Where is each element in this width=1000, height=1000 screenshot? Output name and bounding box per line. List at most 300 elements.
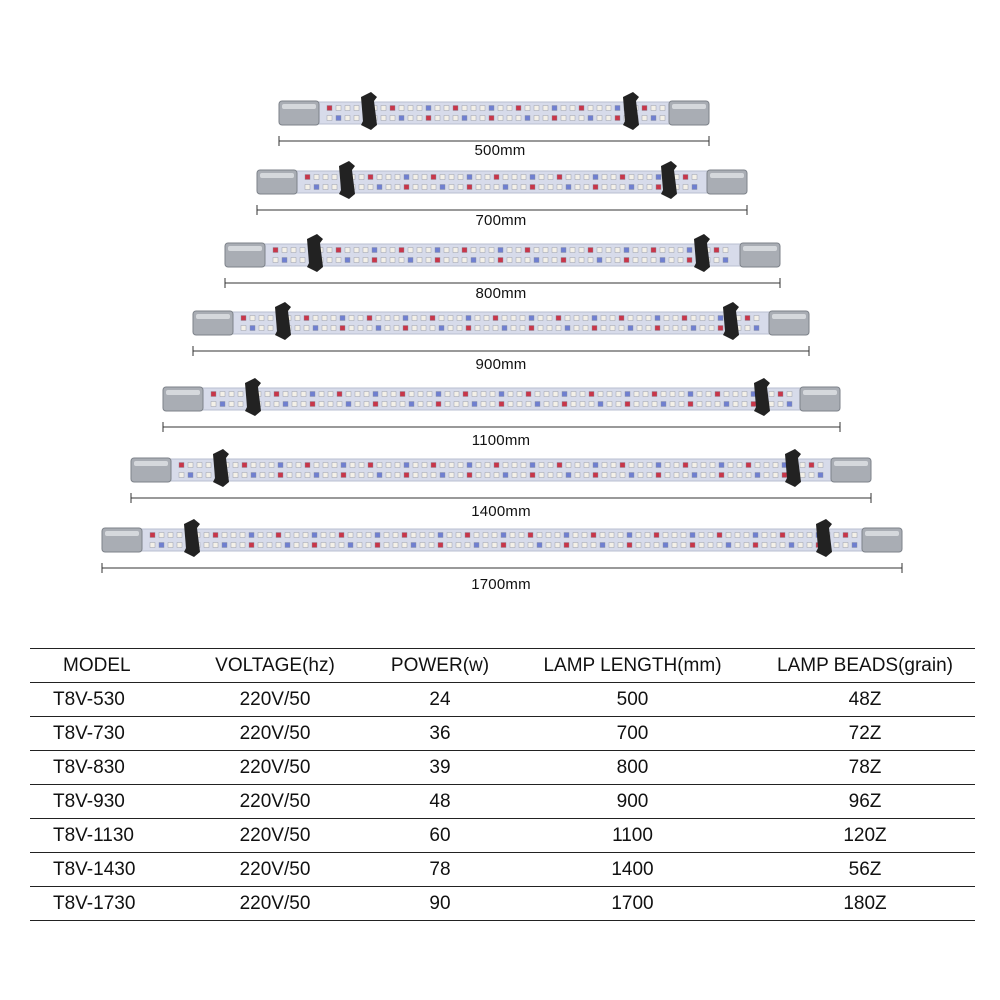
led-bead (539, 185, 544, 190)
led-bead (700, 326, 705, 331)
led-bead (552, 258, 557, 263)
led-bead (321, 533, 326, 538)
led-bead (566, 185, 571, 190)
led-bead (571, 392, 576, 397)
led-bead (548, 175, 553, 180)
led-bead (409, 392, 414, 397)
led-bead (393, 533, 398, 538)
led-bead (458, 185, 463, 190)
led-bead (546, 543, 551, 548)
led-bead (463, 392, 468, 397)
led-bead (501, 533, 506, 538)
cap-highlight (166, 390, 200, 395)
led-bead (395, 473, 400, 478)
led-bead (534, 248, 539, 253)
led-bead (466, 316, 471, 321)
led-bead (651, 116, 656, 121)
led-bead (642, 116, 647, 121)
led-bead (557, 185, 562, 190)
led-bead (462, 248, 467, 253)
led-bead (440, 175, 445, 180)
led-bead (494, 185, 499, 190)
led-bead (238, 402, 243, 407)
led-bead (426, 258, 431, 263)
led-bead (535, 402, 540, 407)
table-row (30, 819, 975, 853)
led-bead (692, 473, 697, 478)
led-bead (606, 116, 611, 121)
led-bead (282, 258, 287, 263)
led-bead (251, 473, 256, 478)
led-bead (633, 258, 638, 263)
led-bead (602, 473, 607, 478)
cell-voltage: 220V/50 (180, 751, 370, 785)
led-bead (476, 463, 481, 468)
led-bead (350, 463, 355, 468)
led-bead (476, 185, 481, 190)
cell-model: T8V-930 (30, 785, 180, 819)
led-bead (390, 116, 395, 121)
led-bead (629, 175, 634, 180)
led-bead (490, 402, 495, 407)
led-bead (444, 248, 449, 253)
led-bead (525, 106, 530, 111)
led-bead (265, 402, 270, 407)
led-bead (699, 543, 704, 548)
led-bead (327, 116, 332, 121)
led-bead (643, 402, 648, 407)
table-row (30, 751, 975, 785)
cap-highlight (672, 104, 706, 109)
cap-highlight (865, 531, 899, 536)
led-bead (521, 185, 526, 190)
led-bead (638, 175, 643, 180)
led-bead (346, 392, 351, 397)
led-bead (404, 463, 409, 468)
led-bead (555, 543, 560, 548)
led-bead (580, 392, 585, 397)
led-bead (718, 326, 723, 331)
led-bead (807, 533, 812, 538)
led-bead (543, 258, 548, 263)
led-bead (709, 326, 714, 331)
led-bead (723, 258, 728, 263)
led-bead (489, 258, 494, 263)
led-bead (404, 175, 409, 180)
led-bead (222, 543, 227, 548)
led-bead (332, 185, 337, 190)
cell-lamp-length: 700 (510, 717, 755, 751)
led-bead (728, 473, 733, 478)
led-bead (516, 106, 521, 111)
led-bead (494, 463, 499, 468)
led-bead (733, 392, 738, 397)
led-bead (647, 463, 652, 468)
led-bead (547, 316, 552, 321)
cap-highlight (834, 461, 868, 466)
led-bead (754, 326, 759, 331)
led-bead (418, 402, 423, 407)
led-bead (798, 543, 803, 548)
led-bead (745, 316, 750, 321)
led-bead (337, 402, 342, 407)
led-bead (688, 402, 693, 407)
led-bead (456, 543, 461, 548)
led-bead (737, 473, 742, 478)
led-bead (529, 326, 534, 331)
led-bead (359, 473, 364, 478)
led-bead (471, 248, 476, 253)
led-bead (345, 248, 350, 253)
led-bead (592, 326, 597, 331)
led-bead (213, 533, 218, 538)
led-bead (620, 463, 625, 468)
cell-lamp-length: 1400 (510, 853, 755, 887)
cap-highlight (282, 104, 316, 109)
led-bead (430, 316, 435, 321)
led-bead (543, 248, 548, 253)
led-bead (417, 116, 422, 121)
led-bead (332, 463, 337, 468)
led-bead (314, 175, 319, 180)
led-bead (340, 316, 345, 321)
led-bead (818, 463, 823, 468)
led-bead (753, 533, 758, 538)
led-bead (339, 543, 344, 548)
led-bead (754, 316, 759, 321)
led-bead (679, 402, 684, 407)
led-bead (778, 402, 783, 407)
led-bead (498, 258, 503, 263)
led-bead (672, 533, 677, 538)
cell-voltage: 220V/50 (180, 819, 370, 853)
led-bead (449, 175, 454, 180)
led-bead (150, 543, 155, 548)
led-bead (274, 402, 279, 407)
led-bead (453, 248, 458, 253)
led-bead (483, 543, 488, 548)
led-bead (499, 392, 504, 397)
led-bead (250, 326, 255, 331)
led-bead (179, 473, 184, 478)
led-bead (492, 543, 497, 548)
led-bead (301, 402, 306, 407)
led-bead (336, 116, 341, 121)
led-bead (512, 463, 517, 468)
led-bead (417, 248, 422, 253)
led-bead (683, 185, 688, 190)
led-bead (615, 248, 620, 253)
led-bead (538, 316, 543, 321)
led-bead (400, 402, 405, 407)
led-bead (557, 463, 562, 468)
led-bead (664, 316, 669, 321)
led-bead (321, 543, 326, 548)
led-bead (345, 116, 350, 121)
led-bead (375, 543, 380, 548)
led-bead (319, 402, 324, 407)
led-bead (376, 316, 381, 321)
led-bead (687, 248, 692, 253)
led-bead (526, 392, 531, 397)
led-bead (575, 473, 580, 478)
led-bead (431, 463, 436, 468)
led-bead (483, 533, 488, 538)
led-bead (395, 463, 400, 468)
led-bead (242, 473, 247, 478)
led-bead (521, 463, 526, 468)
spec-table (30, 648, 975, 921)
led-bead (319, 392, 324, 397)
led-bead (390, 258, 395, 263)
led-bead (562, 402, 567, 407)
led-bead (480, 116, 485, 121)
led-bead (651, 106, 656, 111)
led-bead (701, 473, 706, 478)
led-bead (708, 533, 713, 538)
led-bead (336, 248, 341, 253)
led-bead (233, 473, 238, 478)
mounting-clip (723, 302, 739, 340)
led-bead (715, 402, 720, 407)
led-bead (463, 402, 468, 407)
led-bead (607, 402, 612, 407)
led-bead (661, 392, 666, 397)
led-bead (242, 463, 247, 468)
led-bead (498, 248, 503, 253)
led-bead (592, 316, 597, 321)
led-bead (422, 473, 427, 478)
tube-body (138, 529, 866, 551)
led-bead (539, 463, 544, 468)
led-bead (537, 533, 542, 538)
led-bead (409, 402, 414, 407)
mounting-clip (275, 302, 291, 340)
led-bead (204, 533, 209, 538)
led-bead (481, 402, 486, 407)
led-bead (310, 402, 315, 407)
led-bead (530, 185, 535, 190)
led-bead (291, 258, 296, 263)
cap-highlight (260, 173, 294, 178)
led-bead (719, 473, 724, 478)
led-bead (426, 116, 431, 121)
led-bead (431, 473, 436, 478)
led-bead (674, 473, 679, 478)
led-bead (259, 326, 264, 331)
mounting-clip (816, 519, 832, 557)
mounting-clip (213, 449, 229, 487)
led-bead (313, 316, 318, 321)
led-bead (422, 463, 427, 468)
led-bead (188, 473, 193, 478)
led-bead (444, 258, 449, 263)
led-bead (323, 463, 328, 468)
led-bead (591, 543, 596, 548)
led-bead (616, 402, 621, 407)
led-bead (471, 116, 476, 121)
led-bead (598, 392, 603, 397)
led-bead (373, 392, 378, 397)
led-bead (552, 248, 557, 253)
led-bead (690, 533, 695, 538)
length-label-500: 500mm (474, 142, 526, 159)
led-bead (746, 473, 751, 478)
led-bead (565, 326, 570, 331)
led-bead (521, 175, 526, 180)
led-bead (453, 106, 458, 111)
led-bead (269, 463, 274, 468)
led-bead (449, 463, 454, 468)
led-bead (843, 533, 848, 538)
led-bead (485, 175, 490, 180)
led-bead (421, 326, 426, 331)
cell-power: 36 (370, 717, 510, 751)
length-label-1400: 1400mm (471, 503, 531, 520)
led-bead (384, 543, 389, 548)
led-bead (566, 175, 571, 180)
led-bead (265, 392, 270, 397)
led-bead (642, 248, 647, 253)
led-bead (474, 543, 479, 548)
led-bead (665, 463, 670, 468)
led-bead (259, 316, 264, 321)
led-bead (498, 116, 503, 121)
cell-power: 60 (370, 819, 510, 853)
led-bead (507, 106, 512, 111)
led-bead (628, 316, 633, 321)
cell-voltage: 220V/50 (180, 887, 370, 921)
led-bead (690, 543, 695, 548)
led-bead (778, 392, 783, 397)
led-bead (502, 316, 507, 321)
led-bead (610, 316, 615, 321)
led-bead (431, 185, 436, 190)
led-bead (312, 533, 317, 538)
led-bead (390, 106, 395, 111)
led-bead (485, 463, 490, 468)
led-bead (323, 185, 328, 190)
led-bead (268, 326, 273, 331)
led-bead (516, 248, 521, 253)
led-bead (467, 463, 472, 468)
led-bead (618, 543, 623, 548)
led-bead (636, 533, 641, 538)
led-bead (651, 258, 656, 263)
led-bead (462, 106, 467, 111)
led-bead (706, 392, 711, 397)
led-bead (735, 543, 740, 548)
led-bead (508, 402, 513, 407)
led-bead (304, 316, 309, 321)
led-bead (377, 175, 382, 180)
led-bead (394, 316, 399, 321)
mounting-clip (245, 378, 261, 416)
led-bead (769, 392, 774, 397)
led-bead (573, 533, 578, 538)
led-bead (426, 248, 431, 253)
led-bead (672, 543, 677, 548)
led-bead (660, 106, 665, 111)
led-bead (484, 316, 489, 321)
led-bead (656, 185, 661, 190)
led-bead (782, 473, 787, 478)
led-bead (413, 473, 418, 478)
led-bead (273, 248, 278, 253)
led-bead (508, 392, 513, 397)
led-bead (647, 473, 652, 478)
led-bead (818, 473, 823, 478)
led-bead (493, 326, 498, 331)
led-bead (355, 402, 360, 407)
led-bead (589, 402, 594, 407)
led-bead (507, 248, 512, 253)
led-bead (305, 175, 310, 180)
tube-body (199, 388, 804, 410)
led-bead (341, 463, 346, 468)
led-bead (283, 402, 288, 407)
led-bead (287, 473, 292, 478)
led-bead (583, 326, 588, 331)
led-bead (503, 185, 508, 190)
led-bead (204, 543, 209, 548)
led-bead (449, 473, 454, 478)
led-bead (645, 533, 650, 538)
led-bead (681, 543, 686, 548)
led-bead (570, 116, 575, 121)
led-bead (305, 473, 310, 478)
led-bead (656, 463, 661, 468)
led-bead (611, 185, 616, 190)
led-bead (606, 258, 611, 263)
led-bead (402, 543, 407, 548)
led-bead (213, 543, 218, 548)
led-bead (368, 175, 373, 180)
led-bead (330, 533, 335, 538)
led-bead (439, 316, 444, 321)
led-bead (615, 116, 620, 121)
led-bead (688, 392, 693, 397)
led-bead (454, 392, 459, 397)
led-bead (564, 533, 569, 538)
cell-lamp-beads: 180Z (755, 887, 975, 921)
led-bead (480, 258, 485, 263)
led-bead (273, 258, 278, 263)
led-bead (692, 463, 697, 468)
led-bead (733, 402, 738, 407)
led-bead (314, 185, 319, 190)
led-bead (681, 533, 686, 538)
led-bead (408, 248, 413, 253)
led-bead (552, 116, 557, 121)
led-bead (462, 258, 467, 263)
led-bead (852, 533, 857, 538)
led-bead (438, 543, 443, 548)
led-bead (467, 473, 472, 478)
header-lamp-length: LAMP LENGTH(mm) (510, 649, 755, 683)
led-bead (345, 258, 350, 263)
led-bead (312, 543, 317, 548)
led-bead (807, 543, 812, 548)
led-bead (628, 326, 633, 331)
led-bead (330, 543, 335, 548)
led-bead (679, 392, 684, 397)
led-bead (538, 326, 543, 331)
led-bead (258, 533, 263, 538)
led-bead (314, 473, 319, 478)
led-bead (709, 316, 714, 321)
led-bead (376, 326, 381, 331)
